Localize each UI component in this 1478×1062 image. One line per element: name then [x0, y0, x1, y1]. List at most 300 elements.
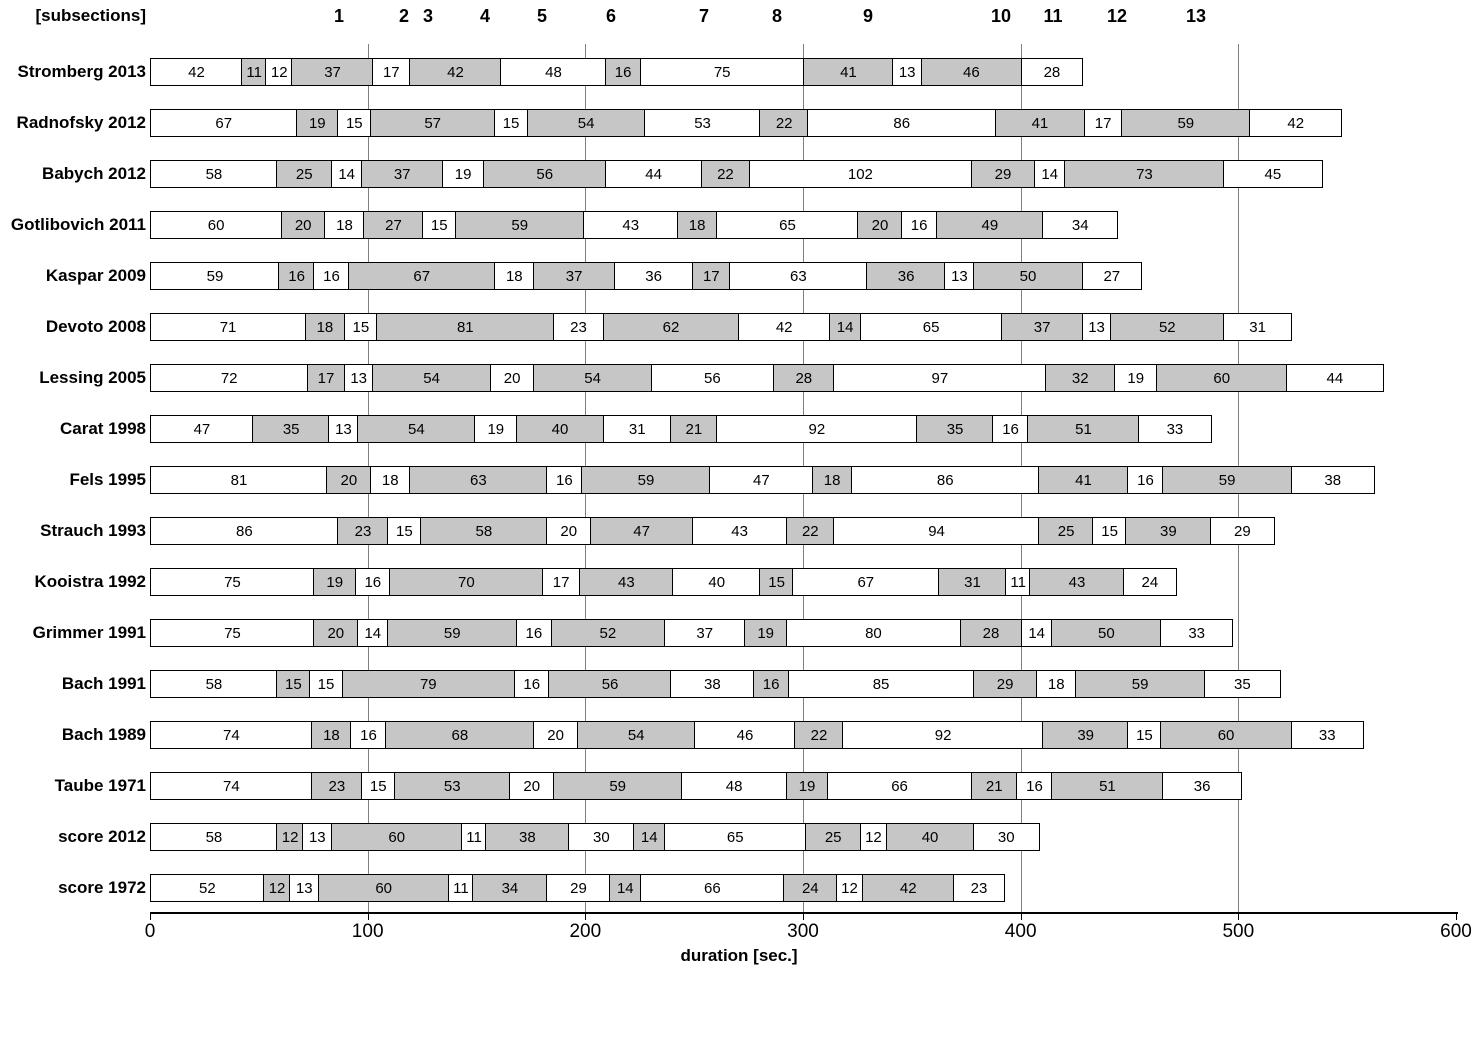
bar-segment [1156, 364, 1288, 392]
bar-segment [1075, 670, 1205, 698]
bar-segment [461, 823, 487, 851]
bar-segment [394, 772, 511, 800]
bar-segment [672, 568, 761, 596]
category-label: Stromberg 2013 [17, 62, 146, 81]
bar-segment-value: 21 [985, 777, 1003, 795]
bar-segment [309, 670, 343, 698]
bar-segment-value: 17 [317, 369, 335, 387]
bar-segment-value: 16 [556, 471, 573, 489]
bar-segment-value: 20 [560, 522, 578, 540]
bar-segment-value: 60 [375, 879, 393, 897]
bar-segment [783, 874, 837, 902]
subsection-header-3: 3 [422, 6, 434, 26]
bar-segment-value: 92 [934, 726, 952, 744]
bar-segment-value: 59 [1177, 114, 1195, 132]
bar-segment [150, 415, 254, 443]
bar-segment-value: 33 [1318, 726, 1336, 744]
bar-segment [833, 517, 1039, 545]
bar-segment-value: 49 [981, 216, 999, 234]
bar-segment-value: 58 [205, 675, 223, 693]
bar-segment [753, 670, 789, 698]
bar-segment-value: 52 [599, 624, 617, 642]
bar-segment-value: 33 [1166, 420, 1184, 438]
bar-segment [1138, 415, 1211, 443]
bar-segment-value: 74 [222, 726, 240, 744]
bar-segment [836, 874, 864, 902]
bar-segment [265, 58, 293, 86]
bar-row [150, 109, 1456, 137]
bar-segment-value: 13 [295, 879, 313, 897]
bar-segment-value: 28 [1043, 63, 1061, 81]
bar-segment-value: 44 [1326, 369, 1344, 387]
bar-segment [1092, 517, 1126, 545]
bar-segment [794, 721, 843, 749]
bar-segment [792, 568, 939, 596]
bar-segment-value: 59 [443, 624, 461, 642]
bar-segment [1084, 109, 1123, 137]
bar-segment-value: 15 [1136, 726, 1153, 744]
bar-row [150, 58, 1456, 86]
category-label: Radnofsky 2012 [16, 113, 146, 132]
bar-segment-value: 94 [928, 522, 945, 540]
bar-segment-value: 54 [408, 420, 425, 438]
bar-row [150, 517, 1456, 545]
bar-segment [150, 823, 278, 851]
bar-segment [1110, 313, 1225, 341]
bar-segment-value: 31 [628, 420, 646, 438]
bar-segment-value: 37 [324, 63, 341, 81]
bar-segment [1051, 619, 1161, 647]
bar-segment-value: 43 [1068, 573, 1086, 591]
bar-segment-value: 68 [451, 726, 469, 744]
plot-area [150, 44, 1456, 912]
bar-segment [901, 211, 937, 239]
bar-segment-value: 47 [193, 420, 211, 438]
bar-segment-value: 12 [270, 63, 288, 81]
bar-segment [805, 823, 861, 851]
bar-segment [514, 670, 550, 698]
bar-segment-value: 16 [1002, 420, 1019, 438]
bar-segment-value: 19 [326, 573, 344, 591]
bar-segment [995, 109, 1086, 137]
bar-segment-value: 16 [523, 675, 541, 693]
bar-segment-value: 54 [423, 369, 440, 387]
bar-segment [1001, 313, 1083, 341]
bar-segment [862, 874, 955, 902]
subsection-header-6: 6 [605, 6, 617, 26]
bar-segment-value: 92 [808, 420, 826, 438]
bar-segment [744, 619, 787, 647]
bar-segment [455, 211, 585, 239]
bar-segment-value: 13 [308, 828, 326, 846]
bar-row [150, 313, 1456, 341]
bar-segment [485, 823, 569, 851]
bar-segment-value: 37 [393, 165, 411, 183]
subsection-header-9: 9 [862, 6, 874, 26]
bar-segment [609, 874, 641, 902]
bar-segment [1021, 58, 1084, 86]
bar-segment-value: 22 [801, 522, 819, 540]
bar-segment [1160, 721, 1292, 749]
bar-segment-value: 25 [824, 828, 842, 846]
bar-segment [313, 262, 349, 290]
bar-segment-value: 52 [199, 879, 216, 897]
bar-segment [829, 313, 861, 341]
bar-segment-value: 60 [207, 216, 225, 234]
bar-segment-value: 35 [946, 420, 964, 438]
bar-segment-value: 43 [731, 522, 748, 540]
bar-segment [1291, 721, 1364, 749]
bar-segment-value: 27 [1103, 267, 1121, 285]
bar-segment-value: 18 [316, 318, 334, 336]
bar-segment [150, 160, 278, 188]
bar-segment [355, 568, 391, 596]
bar-segment-value: 18 [823, 471, 841, 489]
bar-segment-value: 75 [224, 624, 241, 642]
bar-segment-value: 15 [502, 114, 520, 132]
bar-segment-value: 41 [1075, 471, 1092, 489]
bar-segment-value: 43 [618, 573, 635, 591]
bar-segment [1121, 109, 1251, 137]
bar-segment [361, 772, 395, 800]
bar-segment-value: 23 [570, 318, 587, 336]
x-tick [150, 912, 151, 920]
bar-segment [786, 772, 829, 800]
bar-segment [1029, 568, 1124, 596]
bar-segment-value: 86 [936, 471, 954, 489]
bar-segment [553, 772, 683, 800]
bar-segment-value: 35 [1234, 675, 1251, 693]
bar-segment [442, 160, 485, 188]
bar-segment-value: 11 [1010, 573, 1026, 591]
bar-segment [670, 415, 717, 443]
bar-segment-value: 13 [1088, 318, 1105, 336]
bar-segment [409, 58, 502, 86]
bar-segment-value: 23 [328, 777, 346, 795]
bar-segment-value: 45 [1264, 165, 1282, 183]
bar-segment-value: 20 [871, 216, 889, 234]
bar-segment [759, 109, 808, 137]
bar-segment-value: 38 [1324, 471, 1342, 489]
bar-segment-value: 47 [752, 471, 770, 489]
subsection-header-11: 11 [1043, 6, 1063, 26]
bar-segment-value: 22 [717, 165, 734, 183]
bar-segment [892, 58, 922, 86]
bar-segment [603, 415, 672, 443]
bar-segment [533, 721, 578, 749]
bar-segment-value: 22 [775, 114, 793, 132]
bar-row [150, 160, 1456, 188]
bar-segment-value: 63 [470, 471, 487, 489]
bar-segment [533, 364, 652, 392]
bar-segment [372, 364, 491, 392]
bar-segment [568, 823, 635, 851]
bar-segment-value: 59 [511, 216, 529, 234]
bar-segment [361, 160, 443, 188]
bar-row [150, 772, 1456, 800]
bar-segment [973, 823, 1040, 851]
bar-segment [252, 415, 330, 443]
bar-segment [916, 415, 994, 443]
bar-segment [605, 160, 702, 188]
bar-segment-value: 85 [872, 675, 890, 693]
bar-row [150, 874, 1456, 902]
bar-segment [385, 721, 535, 749]
bar-segment [483, 160, 606, 188]
category-label: Gotlibovich 2011 [10, 215, 146, 234]
bar-segment-value: 60 [388, 828, 406, 846]
bar-segment [307, 364, 346, 392]
bar-segment [276, 160, 332, 188]
bar-segment [1291, 466, 1375, 494]
x-tick [368, 912, 369, 920]
bar-segment [577, 721, 696, 749]
bar-segment [150, 466, 328, 494]
bar-segment [651, 364, 774, 392]
bar-segment [278, 262, 314, 290]
bar-segment [807, 109, 996, 137]
bar-segment-value: 20 [294, 216, 312, 234]
bar-segment [420, 517, 548, 545]
bar-segment [971, 772, 1018, 800]
subsection-header-1: 1 [333, 6, 345, 26]
bar-segment-value: 15 [396, 522, 413, 540]
bar-segment-value: 41 [840, 63, 857, 81]
bar-segment-value: 33 [1188, 624, 1206, 642]
bar-segment-value: 16 [1026, 777, 1043, 795]
x-tick-label: 100 [351, 921, 384, 942]
bar-segment [389, 568, 543, 596]
bar-segment-value: 59 [637, 471, 655, 489]
bar-segment [936, 211, 1044, 239]
bar-segment-value: 31 [1249, 318, 1266, 336]
bar-segment [857, 211, 902, 239]
bar-segment [350, 721, 386, 749]
x-axis-title: duration [sec.] [680, 946, 798, 965]
bar-segment [664, 823, 807, 851]
bar-segment [1160, 619, 1233, 647]
bar-segment-value: 62 [662, 318, 680, 336]
bar-segment-value: 13 [350, 369, 367, 387]
bar-segment [827, 772, 972, 800]
bar-segment [1125, 517, 1211, 545]
bar-segment-value: 36 [897, 267, 915, 285]
subsection-header-12: 12 [1106, 6, 1128, 26]
bar-segment [281, 211, 326, 239]
bar-segment-value: 97 [931, 369, 949, 387]
bar-segment [664, 619, 746, 647]
bar-segment [276, 670, 310, 698]
bar-segment [337, 517, 389, 545]
bar-segment [1249, 109, 1342, 137]
bar-segment-value: 16 [762, 675, 780, 693]
subsection-header-10: 10 [990, 6, 1012, 26]
bar-segment [546, 466, 582, 494]
bar-segment [516, 619, 552, 647]
bar-segment [579, 568, 674, 596]
bar-segment-value: 67 [857, 573, 875, 591]
bar-segment [581, 466, 711, 494]
bar-segment [150, 568, 315, 596]
bar-segment-value: 25 [295, 165, 313, 183]
bar-segment-value: 24 [1141, 573, 1159, 591]
bar-segment-value: 28 [795, 369, 813, 387]
category-label: Taube 1971 [54, 776, 146, 795]
bar-row [150, 466, 1456, 494]
bar-segment-value: 11 [453, 879, 469, 897]
bar-segment [331, 160, 363, 188]
bar-segment-value: 71 [219, 318, 237, 336]
bar-segment [738, 313, 831, 341]
bar-segment-value: 56 [704, 369, 721, 387]
bar-segment-value: 65 [779, 216, 796, 234]
bar-segment [326, 466, 371, 494]
bar-segment-value: 70 [458, 573, 475, 591]
bar-segment-value: 14 [1041, 165, 1059, 183]
bar-segment [866, 262, 946, 290]
bar-segment [1042, 721, 1128, 749]
bar-segment [241, 58, 267, 86]
bar-segment-value: 12 [865, 828, 882, 846]
bar-segment [1064, 160, 1224, 188]
bar-segment [640, 874, 785, 902]
bar-segment-value: 56 [536, 165, 554, 183]
bar-segment [1204, 670, 1282, 698]
bar-segment-value: 20 [327, 624, 345, 642]
bar-segment [553, 313, 605, 341]
bar-segment-value: 46 [963, 63, 980, 81]
bar-segment [516, 415, 605, 443]
bar-segment-value: 42 [188, 63, 205, 81]
bar-segment-value: 12 [841, 879, 858, 897]
bar-segment-value: 15 [345, 114, 363, 132]
bar-segment [803, 58, 894, 86]
bar-segment [546, 517, 591, 545]
bar-row [150, 262, 1456, 290]
x-axis-line [150, 912, 1458, 914]
bar-segment [1286, 364, 1383, 392]
bar-segment [311, 772, 363, 800]
bar-segment-value: 16 [364, 573, 382, 591]
bar-segment [422, 211, 456, 239]
bar-segment [1114, 364, 1157, 392]
bar-segment [1210, 517, 1275, 545]
bar-segment [812, 466, 853, 494]
bar-segment [921, 58, 1023, 86]
bar-segment-value: 54 [577, 114, 595, 132]
bar-segment-value: 38 [519, 828, 536, 846]
category-label: Grimmer 1991 [32, 623, 146, 642]
bar-segment-value: 39 [1077, 726, 1094, 744]
bar-segment [633, 823, 665, 851]
bar-segment [605, 58, 641, 86]
bar-segment [759, 568, 793, 596]
bar-segment-value: 16 [910, 216, 928, 234]
subsection-header-13: 13 [1185, 6, 1207, 26]
bar-segment [640, 58, 805, 86]
bar-segment-value: 19 [487, 420, 505, 438]
bar-segment [1082, 262, 1142, 290]
bar-segment-value: 20 [503, 369, 521, 387]
bar-segment [1021, 619, 1053, 647]
bar-segment-value: 37 [1033, 318, 1051, 336]
bar-segment [409, 466, 548, 494]
x-tick-label: 500 [1222, 921, 1255, 942]
bar-segment-value: 14 [338, 165, 356, 183]
bar-segment [681, 772, 787, 800]
bar-segment [1042, 211, 1118, 239]
bar-segment-value: 14 [364, 624, 382, 642]
bar-row [150, 364, 1456, 392]
bar-segment-value: 13 [335, 420, 352, 438]
bar-segment [1051, 772, 1164, 800]
bar-segment [150, 517, 339, 545]
bar-segment-value: 30 [997, 828, 1015, 846]
bar-segment [448, 874, 474, 902]
bar-segment [583, 211, 678, 239]
bar-segment-value: 34 [1071, 216, 1089, 234]
bar-segment-value: 59 [1218, 471, 1236, 489]
bar-row [150, 670, 1456, 698]
bar-segment [992, 415, 1028, 443]
category-label: Kaspar 2009 [45, 266, 146, 285]
bar-segment-value: 29 [996, 675, 1014, 693]
category-label: Bach 1989 [61, 725, 146, 744]
bar-segment [150, 670, 278, 698]
category-label: Fels 1995 [69, 470, 146, 489]
bar-segment [1127, 466, 1163, 494]
bar-segment [357, 415, 476, 443]
bar-segment-value: 75 [713, 63, 731, 81]
bar-segment [150, 619, 315, 647]
bar-segment [644, 109, 761, 137]
bar-segment-value: 15 [768, 573, 785, 591]
bar-segment-value: 50 [1097, 624, 1115, 642]
bar-segment [1036, 670, 1077, 698]
category-label: Strauch 1993 [40, 521, 146, 540]
bar-segment [342, 670, 516, 698]
bar-segment [291, 58, 373, 86]
bar-segment [376, 313, 554, 341]
bar-segment-value: 53 [694, 114, 711, 132]
bar-segment-value: 48 [545, 63, 562, 81]
bar-segment-value: 51 [1075, 420, 1092, 438]
bar-segment [938, 568, 1007, 596]
x-tick-label: 400 [1004, 921, 1037, 942]
bar-segment [1123, 568, 1177, 596]
bar-segment-value: 18 [505, 267, 523, 285]
bar-segment [842, 721, 1044, 749]
bar-segment-value: 18 [381, 471, 399, 489]
bar-segment [971, 160, 1036, 188]
bar-segment [860, 823, 888, 851]
bar-segment [716, 211, 859, 239]
bar-segment-value: 15 [317, 675, 335, 693]
bar-segment-value: 67 [413, 267, 431, 285]
bar-segment-value: 59 [609, 777, 627, 795]
bar-segment-value: 57 [424, 114, 441, 132]
bar-row [150, 415, 1456, 443]
bar-segment-value: 65 [922, 318, 940, 336]
bar-segment-value: 23 [970, 879, 988, 897]
bar-segment [370, 109, 496, 137]
bar-segment-value: 58 [475, 522, 493, 540]
bar-segment-value: 13 [951, 267, 968, 285]
bar-segment [833, 364, 1046, 392]
bar-segment-value: 41 [1031, 114, 1049, 132]
bar-segment [1162, 772, 1242, 800]
bar-segment-value: 80 [865, 624, 882, 642]
